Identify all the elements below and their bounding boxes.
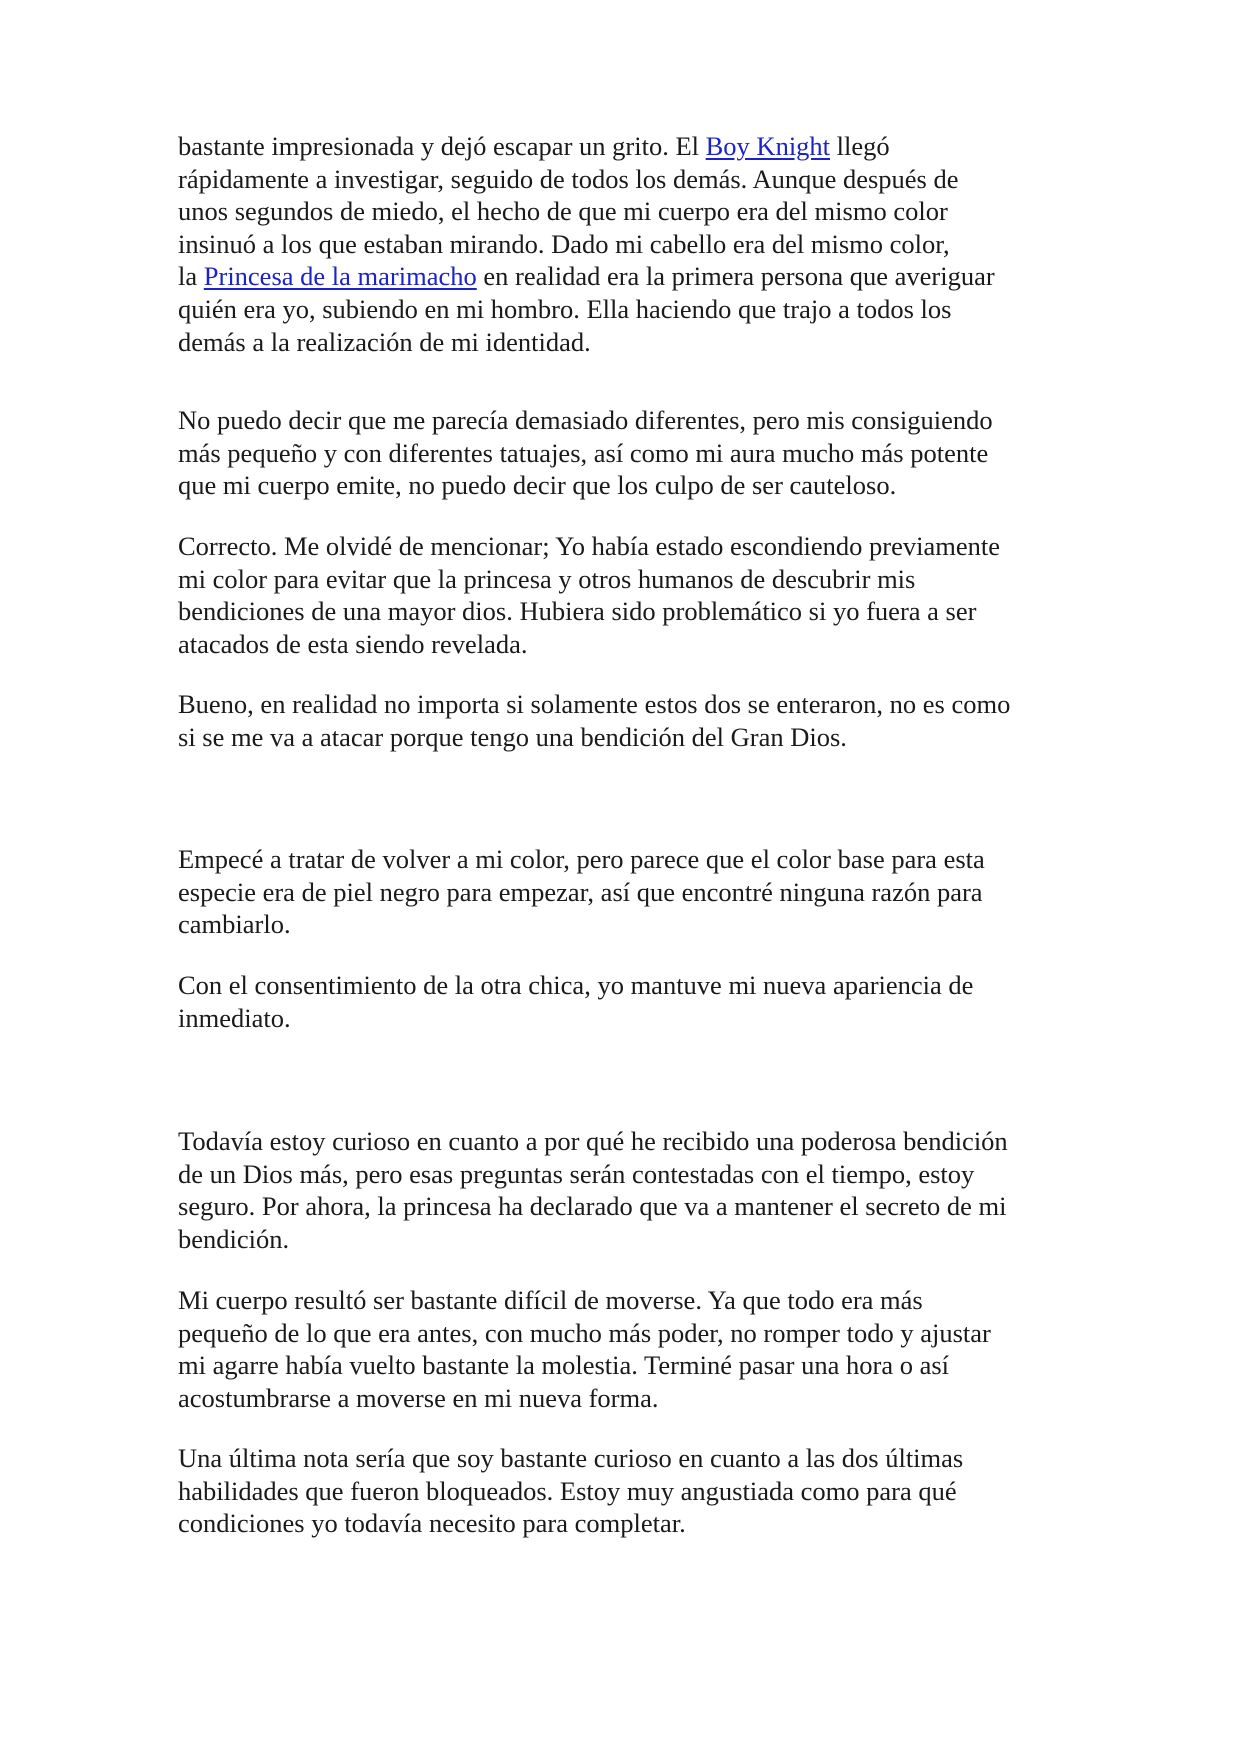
paragraph-1: [178, 130, 1078, 358]
boy-knight-link[interactable]: Boy Knight: [705, 131, 831, 161]
text-line: bendiciones de una mayor dios. Hubiera sido problemático si yo fuera a ser: [178, 596, 977, 627]
paragraph-8: [178, 1284, 1078, 1414]
text-line: de un Dios más, pero esas preguntas serán contestadas con el tiempo, estoy: [178, 1158, 975, 1189]
paragraph-9: [178, 1442, 1078, 1540]
text-segment: la: [178, 261, 204, 292]
text-segment: bastante impresionada y dejó escapar un grito. El: [178, 131, 706, 161]
text-line: [178, 130, 1078, 163]
text-line: quién era yo, subiendo en mi hombro. Ella haciendo que trajo a todos los: [178, 293, 952, 324]
text-line: inmediato.: [178, 1002, 291, 1033]
text-line: Con el consentimiento de la otra chica, yo mantuve mi nueva apariencia de: [178, 970, 974, 1000]
paragraph-2: [178, 404, 1078, 502]
text-line: seguro. Por ahora, la princesa ha declarado que va a mantener el secreto de mi: [178, 1191, 1007, 1222]
text-line: Bueno, en realidad no importa si solamente estos dos se enteraron, no es como: [178, 689, 1011, 719]
text-line: acostumbrarse a moverse en mi nueva forma.: [178, 1382, 659, 1413]
paragraph-5: [178, 843, 1078, 941]
text-line: especie era de piel negro para empezar, así que encontré ninguna razón para: [178, 876, 983, 907]
text-segment: en realidad era la primera persona que averiguar: [476, 261, 995, 292]
text-line: Una última nota sería que soy bastante curioso en cuanto a las dos últimas: [178, 1443, 964, 1473]
text-line: Correcto. Me olvidé de mencionar; Yo había estado escondiendo previamente: [178, 531, 1000, 561]
text-line: más pequeño y con diferentes tatuajes, así como mi aura mucho más potente: [178, 437, 989, 468]
text-line: demás a la realización de mi identidad.: [178, 326, 591, 357]
text-line: que mi cuerpo emite, no puedo decir que los culpo de ser cauteloso.: [178, 470, 897, 501]
paragraph-3: [178, 530, 1078, 660]
text-line: unos segundos de miedo, el hecho de que mi cuerpo era del mismo color: [178, 196, 948, 227]
text-line: mi agarre había vuelto bastante la molestia. Terminé pasar una hora o así: [178, 1350, 950, 1381]
text-segment: llegó: [830, 131, 890, 161]
text-line: condiciones yo todavía necesito para completar.: [178, 1508, 686, 1539]
text-line: [178, 260, 1078, 293]
text-line: cambiarlo.: [178, 909, 291, 940]
text-line: No puedo decir que me parecía demasiado diferentes, pero mis consiguiendo: [178, 405, 993, 435]
princesa-de-la-marimacho-link[interactable]: Princesa de la marimacho: [203, 261, 477, 292]
text-line: Mi cuerpo resultó ser bastante difícil de moverse. Ya que todo era más: [178, 1285, 923, 1315]
text-line: Todavía estoy curioso en cuanto a por qué he recibido una poderosa bendición: [178, 1126, 1008, 1156]
paragraph-6: [178, 969, 1078, 1034]
text-line: atacados de esta siendo revelada.: [178, 628, 528, 659]
text-line: si se me va a atacar porque tengo una bendición del Gran Dios.: [178, 721, 847, 752]
text-line: bendición.: [178, 1223, 290, 1254]
text-line: habilidades que fueron bloqueados. Estoy muy angustiada como para qué: [178, 1475, 957, 1506]
text-line: mi color para evitar que la princesa y otros humanos de descubrir mis: [178, 563, 916, 594]
text-line: rápidamente a investigar, seguido de todos los demás. Aunque después de: [178, 163, 959, 194]
paragraph-7: [178, 1125, 1078, 1255]
text-line: pequeño de lo que era antes, con mucho más poder, no romper todo y ajustar: [178, 1317, 991, 1348]
paragraph-4: [178, 688, 1078, 753]
text-line: insinuó a los que estaban mirando. Dado mi cabello era del mismo color,: [178, 228, 950, 259]
text-line: Empecé a tratar de volver a mi color, pero parece que el color base para esta: [178, 844, 985, 874]
